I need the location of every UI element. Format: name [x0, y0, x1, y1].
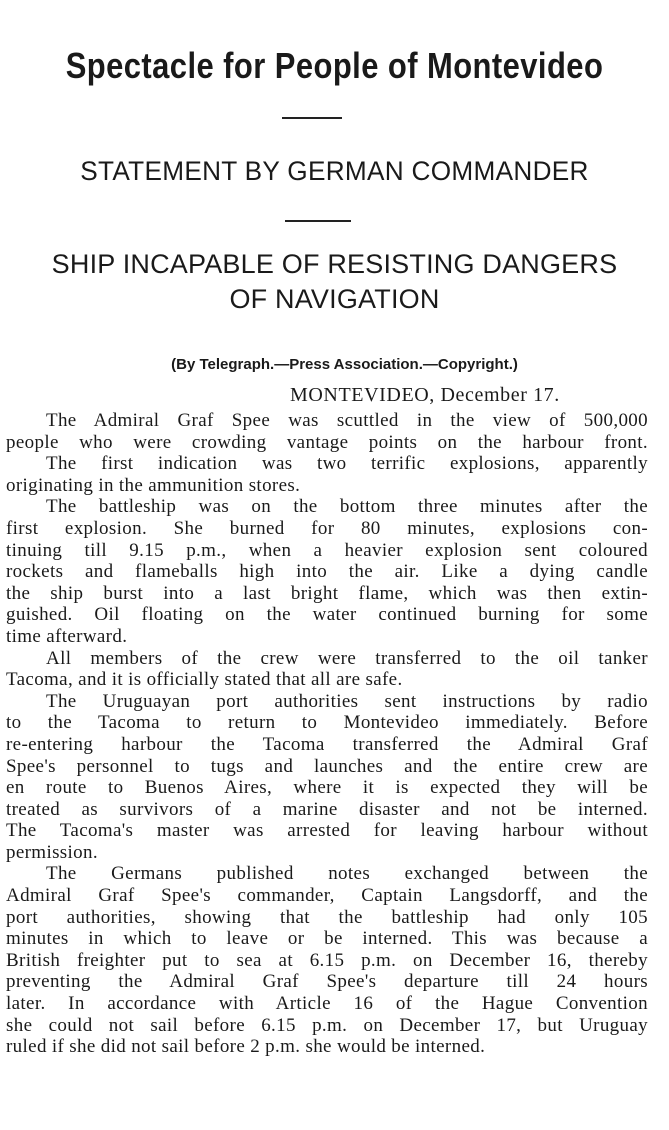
- article-line: The Uruguayan port authorities sent instructions by radio: [46, 690, 648, 712]
- article-line: ruled if she did not sail before 2 p.m. she would be interned.: [6, 1036, 486, 1058]
- article-body: [6, 410, 648, 1058]
- dateline: MONTEVIDEO, December 17.: [290, 384, 560, 406]
- article-line: she could not sail before 6.15 p.m. on December 17, but Uruguay: [6, 1014, 648, 1036]
- article-line: treated as survivors of a marine disaster and not be interned.: [6, 798, 648, 820]
- article-line: The Germans published notes exchanged between the: [46, 863, 648, 885]
- article-line: All members of the crew were transferred to the oil tanker: [46, 647, 648, 669]
- subheadline: STATEMENT BY GERMAN COMMANDER: [80, 156, 589, 186]
- article-line: port authorities, showing that the battleship had only 105: [6, 906, 648, 928]
- article-line: The battleship was on the bottom three minutes after the: [46, 496, 648, 518]
- article-line: rockets and flameballs high into the air. Like a dying candle: [6, 561, 648, 583]
- subheadline-divider: [285, 220, 351, 222]
- article-line: the ship burst into a last bright flame, which was then extin-: [6, 582, 648, 604]
- article-line: en route to Buenos Aires, where it is expected they will be: [6, 777, 648, 799]
- article-line: permission.: [6, 841, 98, 863]
- article-line: The Tacoma's master was arrested for leaving harbour without: [6, 820, 648, 842]
- article-line: The Admiral Graf Spee was scuttled in the view of 500,000: [46, 410, 648, 431]
- article-line: later. In accordance with Article 16 of the Hague Convention: [6, 993, 648, 1015]
- article-line: preventing the Admiral Graf Spee's departure till 24 hours: [6, 971, 648, 993]
- article-line: originating in the ammunition stores.: [6, 474, 301, 496]
- article-line: Admiral Graf Spee's commander, Captain Langsdorff, and the: [6, 885, 648, 907]
- secondary-headline-line-2: OF NAVIGATION: [229, 284, 440, 314]
- press-credit: (By Telegraph.—Press Association.—Copyright.): [171, 356, 518, 373]
- article-line: re-entering harbour the Tacoma transferred the Admiral Graf: [6, 733, 648, 755]
- headline-divider: [282, 117, 342, 119]
- secondary-headline-line-1: SHIP INCAPABLE OF RESISTING DANGERS: [51, 249, 618, 279]
- article-line: Tacoma, and it is officially stated that all are safe.: [6, 669, 403, 691]
- article-line: first explosion. She burned for 80 minutes, explosions con-: [6, 517, 648, 539]
- article-line: minutes in which to leave or be interned. This was because a: [6, 928, 648, 950]
- article-line: tinuing till 9.15 p.m., when a heavier explosion sent coloured: [6, 539, 648, 561]
- article-line: people who were crowding vantage points on the harbour front.: [6, 431, 648, 453]
- article-line: guished. Oil floating on the water continued burning for some: [6, 604, 648, 626]
- secondary-headline: [0, 247, 669, 317]
- article-line: The first indication was two terrific explosions, apparently: [46, 453, 648, 475]
- headline: Spectacle for People of Montevideo: [65, 45, 604, 86]
- article-line: British freighter put to sea at 6.15 p.m. on December 16, thereby: [6, 949, 648, 971]
- article-line: time afterward.: [6, 625, 128, 647]
- article-line: Spee's personnel to tugs and launches and the entire crew are: [6, 755, 648, 777]
- article-line: to the Tacoma to return to Montevideo immediately. Before: [6, 712, 648, 734]
